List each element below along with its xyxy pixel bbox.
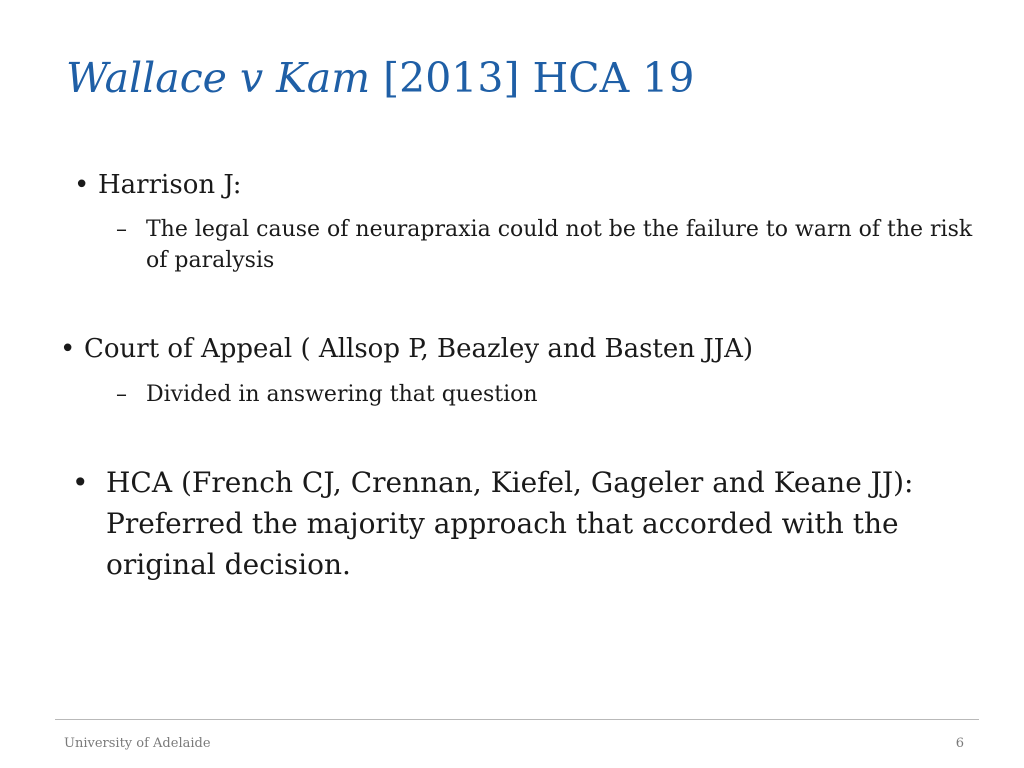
title-citation: [2013] HCA 19 (370, 54, 695, 102)
bullet-harrison (74, 170, 241, 200)
title-case-name: Wallace v Kam (66, 54, 371, 102)
bullet-marker: • (60, 334, 76, 364)
bullet-court-of-appeal (60, 334, 753, 364)
sub-bullet-court-of-appeal (116, 379, 976, 410)
bullet-marker: • (74, 170, 90, 200)
sub-bullet-text: The legal cause of neurapraxia could not be the failure to warn of the risk of paralysis (146, 217, 973, 273)
slide-title (66, 56, 694, 101)
bullet-text: Harrison J: (98, 170, 242, 200)
bullet-hca (72, 462, 972, 585)
slide-number: 6 (955, 736, 964, 751)
bullet-text: HCA (French CJ, Crennan, Kiefel, Gageler and Keane JJ): Preferred the majority approach that accorded with the original decision. (106, 466, 914, 581)
footer-divider (55, 719, 979, 720)
sub-bullet-marker: – (116, 217, 127, 242)
sub-bullet-text: Divided in answering that question (146, 382, 538, 407)
bullet-text: Court of Appeal ( Allsop P, Beazley and Basten JJA) (84, 334, 754, 364)
sub-bullet-marker: – (116, 382, 127, 407)
bullet-marker: • (72, 466, 89, 499)
footer-institution: University of Adelaide (64, 736, 211, 751)
sub-bullet-harrison (116, 214, 976, 276)
